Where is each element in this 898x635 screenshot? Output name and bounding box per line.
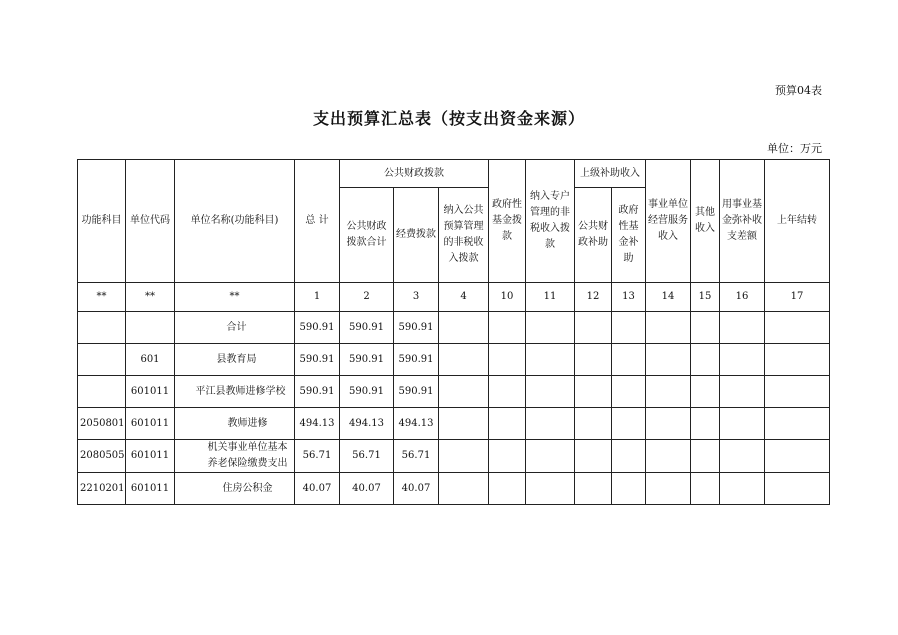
pf-total-cell: 590.91 [340, 376, 394, 408]
unit-code-cell: 601011 [126, 408, 175, 440]
empty-cell [765, 408, 830, 440]
empty-cell [489, 312, 526, 344]
empty-cell [720, 473, 765, 505]
func-code-cell [78, 312, 126, 344]
column-number-cell: 16 [720, 283, 765, 312]
empty-cell [612, 312, 646, 344]
empty-cell [439, 473, 489, 505]
column-number-cell: 17 [765, 283, 830, 312]
empty-cell [612, 376, 646, 408]
empty-cell [691, 408, 720, 440]
func-code-cell [78, 376, 126, 408]
column-number-cell: ** [175, 283, 295, 312]
table-row [78, 408, 830, 440]
unit-name-cell: 机关事业单位基本养老保险缴费支出 [175, 440, 295, 473]
total-cell: 56.71 [295, 440, 340, 473]
column-number-cell: 2 [340, 283, 394, 312]
empty-cell [439, 376, 489, 408]
empty-cell [612, 408, 646, 440]
column-number-cell: 10 [489, 283, 526, 312]
pf-total-cell: 590.91 [340, 312, 394, 344]
unit-name-cell: 县教育局 [175, 344, 295, 376]
table-row [78, 376, 830, 408]
column-number-row [78, 283, 830, 312]
func-code-cell: 2050801 [78, 408, 126, 440]
empty-cell [526, 344, 575, 376]
table-row [78, 344, 830, 376]
funding-cell: 56.71 [394, 440, 439, 473]
empty-cell [765, 376, 830, 408]
empty-cell [720, 344, 765, 376]
unit-code-cell: 601 [126, 344, 175, 376]
header-pf-total: 公共财政拨款合计 [340, 188, 394, 283]
empty-cell [526, 408, 575, 440]
unit-name-cell: 住房公积金 [175, 473, 295, 505]
table-row [78, 312, 830, 344]
empty-cell [646, 440, 691, 473]
empty-cell [691, 440, 720, 473]
header-carryover: 上年结转 [765, 160, 830, 283]
header-upper-subsidy: 上级补助收入 [575, 160, 646, 188]
unit-label: 单位：万元 [767, 142, 822, 155]
empty-cell [765, 344, 830, 376]
header-gov-fund-subsidy: 政府性基金补助 [612, 188, 646, 283]
pf-total-cell: 590.91 [340, 344, 394, 376]
table-row [78, 440, 830, 473]
empty-cell [489, 376, 526, 408]
empty-cell [489, 473, 526, 505]
total-cell: 40.07 [295, 473, 340, 505]
header-special-nontax: 纳入专户管理的非税收入拨款 [526, 160, 575, 283]
empty-cell [720, 312, 765, 344]
unit-name-cell: 合计 [175, 312, 295, 344]
empty-cell [526, 440, 575, 473]
empty-cell [575, 344, 612, 376]
empty-cell [646, 344, 691, 376]
empty-cell [720, 408, 765, 440]
unit-code-cell: 601011 [126, 473, 175, 505]
header-unit-code: 单位代码 [126, 160, 175, 283]
column-number-cell: 3 [394, 283, 439, 312]
column-number-cell: ** [126, 283, 175, 312]
table-row [78, 473, 830, 505]
column-number-cell: 13 [612, 283, 646, 312]
unit-name-cell: 教师进修 [175, 408, 295, 440]
column-number-cell: 11 [526, 283, 575, 312]
empty-cell [439, 440, 489, 473]
empty-cell [646, 312, 691, 344]
empty-cell [575, 473, 612, 505]
empty-cell [646, 376, 691, 408]
empty-cell [526, 312, 575, 344]
empty-cell [489, 344, 526, 376]
header-total: 总 计 [295, 160, 340, 283]
empty-cell [646, 473, 691, 505]
header-business-income: 事业单位经营服务收入 [646, 160, 691, 283]
empty-cell [575, 408, 612, 440]
empty-cell [439, 344, 489, 376]
empty-cell [691, 344, 720, 376]
header-public-finance: 公共财政拨款 [340, 160, 489, 188]
empty-cell [575, 376, 612, 408]
func-code-cell: 2210201 [78, 473, 126, 505]
funding-cell: 40.07 [394, 473, 439, 505]
func-code-cell [78, 344, 126, 376]
funding-cell: 494.13 [394, 408, 439, 440]
empty-cell [646, 408, 691, 440]
column-number-cell: 12 [575, 283, 612, 312]
header-gov-fund: 政府性基金拨款 [489, 160, 526, 283]
unit-name-cell: 平江县教师进修学校 [175, 376, 295, 408]
budget-table [77, 159, 830, 505]
pf-total-cell: 494.13 [340, 408, 394, 440]
funding-cell: 590.91 [394, 376, 439, 408]
func-code-cell: 2080505 [78, 440, 126, 473]
empty-cell [720, 376, 765, 408]
empty-cell [575, 440, 612, 473]
empty-cell [489, 408, 526, 440]
form-number: 预算04表 [775, 84, 822, 97]
empty-cell [765, 312, 830, 344]
unit-code-cell: 601011 [126, 440, 175, 473]
empty-cell [439, 408, 489, 440]
header-nontax-budget: 纳入公共预算管理的非税收入拨款 [439, 188, 489, 283]
total-cell: 590.91 [295, 344, 340, 376]
column-number-cell: ** [78, 283, 126, 312]
empty-cell [691, 376, 720, 408]
header-func-code: 功能科目 [78, 160, 126, 283]
empty-cell [765, 440, 830, 473]
empty-cell [439, 312, 489, 344]
header-funding: 经费拨款 [394, 188, 439, 283]
header-public-finance-subsidy: 公共财政补助 [575, 188, 612, 283]
empty-cell [720, 440, 765, 473]
column-number-cell: 15 [691, 283, 720, 312]
empty-cell [612, 440, 646, 473]
header-unit-name: 单位名称(功能科目) [175, 160, 295, 283]
pf-total-cell: 40.07 [340, 473, 394, 505]
total-cell: 494.13 [295, 408, 340, 440]
unit-code-cell [126, 312, 175, 344]
empty-cell [765, 473, 830, 505]
total-cell: 590.91 [295, 376, 340, 408]
header-other-income: 其他收入 [691, 160, 720, 283]
empty-cell [691, 473, 720, 505]
column-number-cell: 14 [646, 283, 691, 312]
column-number-cell: 1 [295, 283, 340, 312]
pf-total-cell: 56.71 [340, 440, 394, 473]
empty-cell [612, 473, 646, 505]
funding-cell: 590.91 [394, 344, 439, 376]
empty-cell [489, 440, 526, 473]
unit-code-cell: 601011 [126, 376, 175, 408]
page-title: 支出预算汇总表（按支出资金来源） [312, 109, 585, 128]
empty-cell [691, 312, 720, 344]
funding-cell: 590.91 [394, 312, 439, 344]
column-number-cell: 4 [439, 283, 489, 312]
empty-cell [526, 376, 575, 408]
empty-cell [612, 344, 646, 376]
header-fund-balance: 用事业基金弥补收支差额 [720, 160, 765, 283]
empty-cell [526, 473, 575, 505]
empty-cell [575, 312, 612, 344]
total-cell: 590.91 [295, 312, 340, 344]
